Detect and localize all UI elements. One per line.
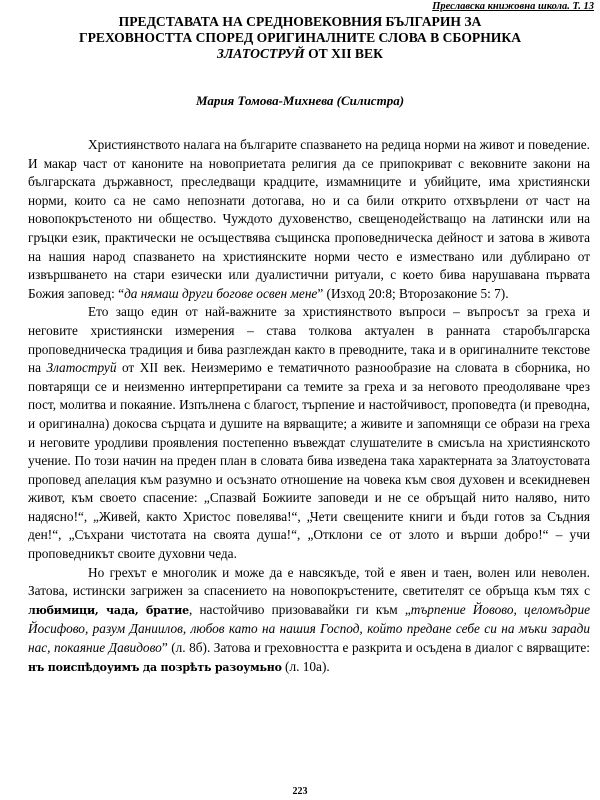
title-line-1: ПРЕДСТАВАТА НА СРЕДНОВЕКОВНИЯ БЪЛГАРИН ЗА (118, 14, 482, 29)
paragraph-2 (28, 303, 590, 563)
paragraph-3-old-bulgarian-1: любимици, чада, братие (28, 603, 189, 617)
paragraph-2-text-a: Ето защо един от най-важните за християнството въпроси – въпросът за греха и неговите християнски измерения – става толкова актуален в ранната старобългарска проповедническа традиция и бива разглеждан както в преводните, така и в оригиналните текстове на (28, 304, 590, 376)
title-line-2: ГРЕХОВНОСТТА СПОРЕД ОРИГИНАЛНИТЕ СЛОВА В СБОРНИКА (78, 30, 522, 45)
paragraph-1-quote: да нямаш други богове освен мене (124, 285, 318, 301)
article-title (10, 14, 590, 62)
page-number: 223 (292, 786, 308, 797)
paragraph-1 (28, 136, 590, 303)
paragraph-2-text-b: от XII век. Неизмеримо е тематичното разнообразие на словата в сборника, но повтарящи се и неизменно интерпретирани са темите за греха и за неговото преодоляване чрез пост, молитва и покаяние. Изпълнена с благост, търпение и настойчивост, проповедта (и преводна, и оригинална) докосва сърцата и душите на вярващите; а живите и запомнящи се образи на греха и неговите уродливи проявления постепенно въвеждат слушателите в смисъла на християнското учение. По този начин на преден план в словата бива изведена така характерната за Златоустовата проповед апелация към разумно и осъзнато отношение на човека към своя духовен и всекидневен живот, към своето спасение: „Спазвай Божиите заповеди и не се обръщай нито наляво, нито надясно!“, „Живей, както Христос повелява!“, „Чети свещените книги и бъди готов за Съдния ден!“, „Съхрани чистотата на своята душа!“, „Отклони се от злото и върши добро!“ – учи проповедникът своите духовни чеда. (28, 360, 591, 562)
paragraph-3-text-a: Но грехът е многолик и може да е навсякъде, той е явен и таен, волен или неволен. Затова, истински загрижен за спасението на новопокръстените, светителят се обръща към тях с (28, 564, 590, 599)
title-line-3 (10, 46, 590, 62)
paragraph-3-text-d: (л. 10а). (281, 658, 330, 674)
paragraph-1-text-a: Християнството налага на българите спазването на редица норми на живот и поведение. И макар част от каноните на новоприетата религия да се припокриват с вековните закони на българската държавност, преследващи крадците, измамниците и убийците, има християнски норми, които са не само непознати дотогава, но и са били открито отхвърлени от част на новопокръстеното ни общество. Чуждото духовенство, свещенодействащо на латински или на гръцки език, практически не осъществява същинска проповедническа дейност и затова в живота на нашия народ спазването на християнските норми често е измествано или дублирано от извършването на стари езически или дуалистични ритуали, с което бива нарушавана първата Божия заповед: “ (28, 137, 590, 301)
running-head: Преславска книжовна школа. Т. 13 (432, 1, 594, 12)
paragraph-3-text-b: , настойчиво призовавайки ги към „ (188, 601, 411, 617)
paragraph-3-old-bulgarian-2: нъ поиспѣдоуимъ да позрѣть разоумьно (28, 660, 282, 674)
author-byline: Мария Томова-Михнева (Силистра) (195, 93, 405, 108)
article-body (28, 136, 590, 677)
paragraph-3 (28, 564, 590, 678)
title-line-3-rest: ОТ XII ВЕК (304, 46, 383, 61)
paragraph-2-work-title: Златоструй (46, 360, 117, 376)
paragraph-3-text-c: ” (л. 8б). Затова и греховността е разкрита и осъдена в диалог с вярващите: (161, 640, 590, 656)
paragraph-1-text-b: ” (Изход 20:8; Второзаконие 5: 7). (317, 285, 509, 301)
title-work-name: ЗЛАТОСТРУЙ (217, 46, 305, 61)
paragraph-3-quote: търпение Йовово, целомъдрие Йосифово, разум Даниилов, любов като на нашия Господ, който преданe себе си на мъки заради нас, покаяние Давидово (28, 601, 591, 656)
